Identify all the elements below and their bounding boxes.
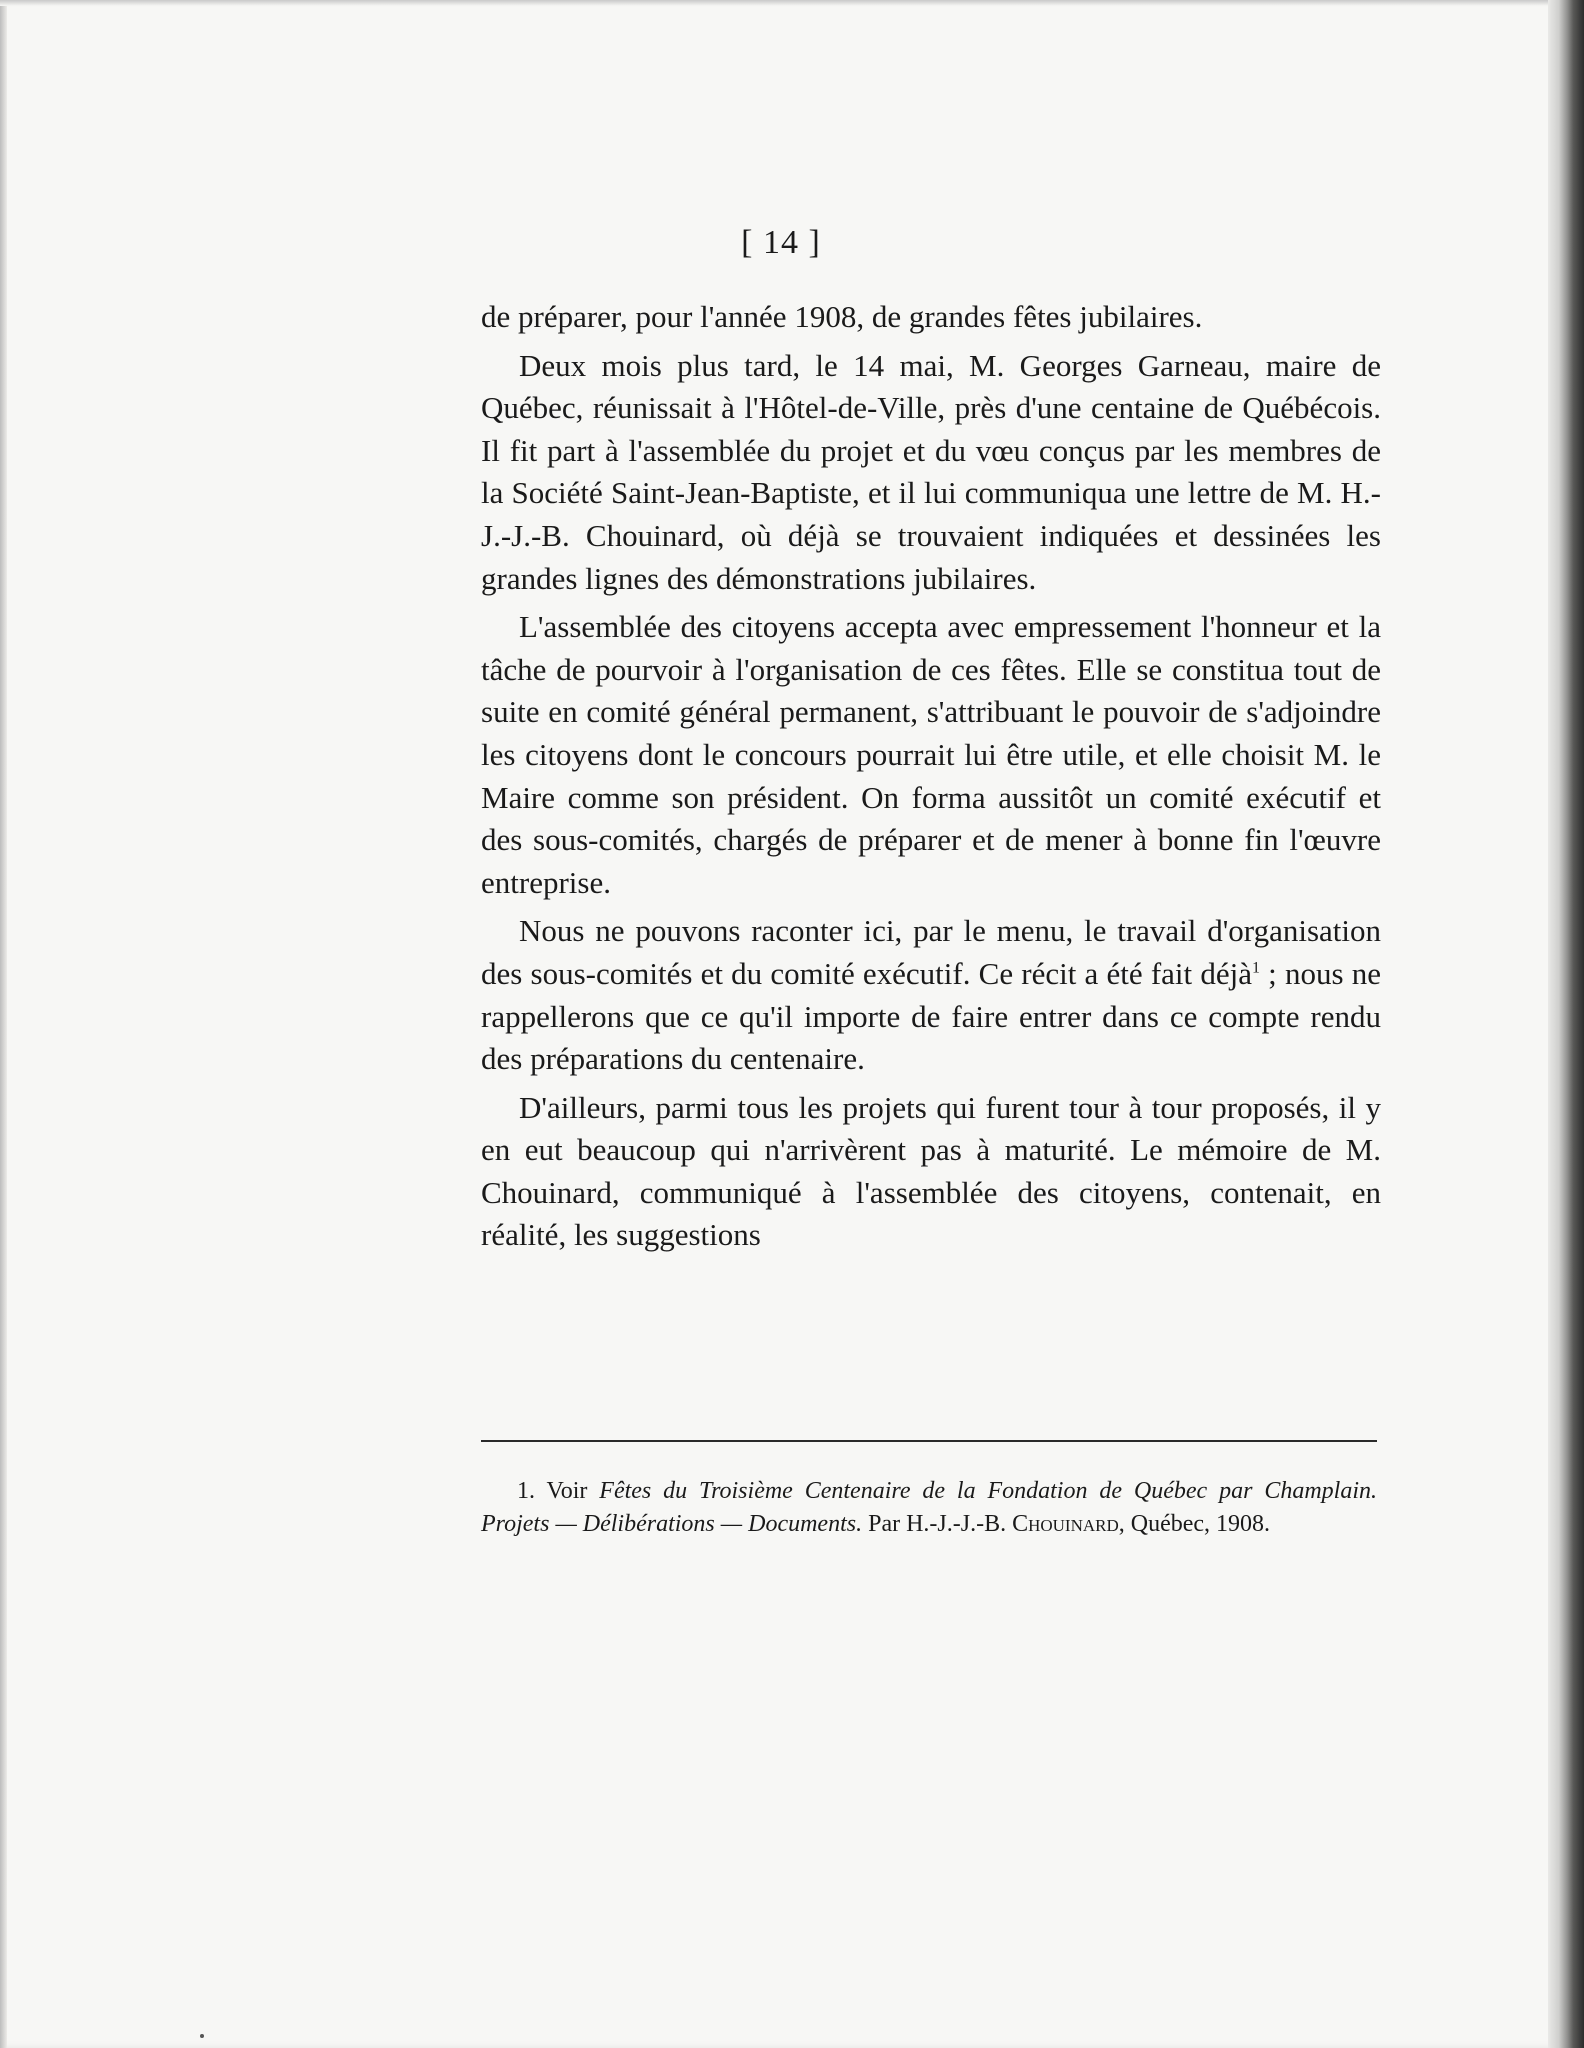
paragraph-5: D'ailleurs, parmi tous les projets qui furent tour à tour proposés, il y en eut beaucoup qui n'arrivèrent pas à maturité. Le mémoire de M. Chouinard, communiqué à l'assemblée des citoyens, contenait, en réalité, les suggestions bbox=[481, 1089, 1381, 1253]
scan-speck bbox=[200, 2034, 204, 2038]
footnote-rule bbox=[481, 1440, 1377, 1442]
paragraph-2: Deux mois plus tard, le 14 mai, M. Georges Garneau, maire de Québec, réunissait à l'Hôtel-de-Ville, près d'une centaine de Québécois. Il fit part à l'assemblée du projet et du vœu conçus par les membres de la Société Saint-Jean-Baptiste, et il lui communiqua une lettre de M. H.-J.-J.-B. Chouinard, où déjà se trouvaient indiquées et dessinées les grandes lignes des démonstrations jubilaires. bbox=[481, 347, 1381, 596]
footnote-by: Par H.-J.-J.-B. bbox=[868, 1511, 1007, 1537]
footnote-author: Chouinard bbox=[1012, 1511, 1119, 1537]
paragraph-4-text-end: ; nous ne rappellerons que ce qu'il importe de faire entrer dans ce compte rendu des préparations du centenaire. bbox=[481, 955, 1382, 1077]
body-text bbox=[481, 296, 1381, 1263]
footnote-reference-mark: 1 bbox=[1251, 959, 1260, 977]
footnote bbox=[481, 1475, 1377, 1541]
footnote-number: 1. bbox=[517, 1478, 535, 1504]
paragraph-4 bbox=[481, 910, 1381, 1080]
footnote-lead: Voir bbox=[546, 1478, 588, 1504]
paragraph-3: L'assemblée des citoyens accepta avec empressement l'honneur et la tâche de pourvoir à l'organisation de ces fêtes. Elle se constitua tout de suite en comité général permanent, s'attribuant le pouvoir de s'adjoindre les citoyens dont le concours pourrait lui être utile, et elle choisit M. le Maire comme son président. On forma aussitôt un comité exécutif et des sous-comités, chargés de préparer et de mener à bonne fin l'œuvre entreprise. bbox=[481, 609, 1381, 900]
page-top-edge bbox=[0, 0, 1562, 6]
page-left-edge bbox=[0, 0, 7, 2048]
page-number: [ 14 ] bbox=[741, 224, 821, 261]
footnote-tail: , Québec, 1908. bbox=[1118, 1511, 1271, 1537]
book-binding-edge bbox=[1548, 0, 1584, 2048]
paragraph-4-text-start: Nous ne pouvons raconter ici, par le menu, le travail d'organisation des sous-comités et du comité exécutif. Ce récit a été fait déjà bbox=[481, 913, 1381, 991]
footnote-title: Fêtes du Troisième Centenaire de la Fondation de Québec par Champlain. Projets — Délibérations — Documents. bbox=[481, 1478, 1378, 1537]
paragraph-1: de préparer, pour l'année 1908, de grandes fêtes jubilaires. bbox=[481, 299, 1203, 334]
